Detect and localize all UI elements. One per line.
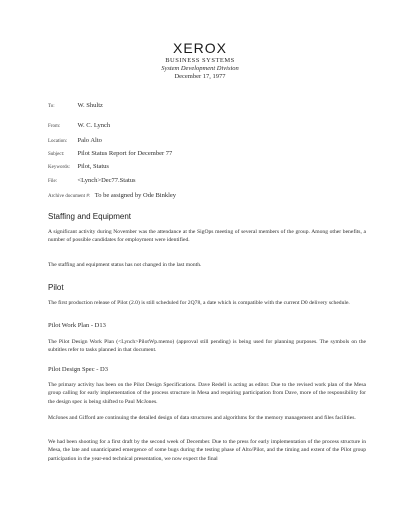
keywords-label: Keywords:	[48, 165, 70, 170]
design-spec-paragraph-3: We had been shooting for a first draft by the second week of December. Due to the press for early implementation of the process structure in Mesa, the late and unanticipated emergence of some bugs during the testing phase of Alto/Pilot, and the timing and extent of the Pilot group participation in the year-end technical presentation, we now expect the final	[48, 439, 366, 462]
location-label: Location:	[48, 139, 68, 144]
from-field	[48, 122, 110, 129]
to-field	[48, 102, 103, 109]
work-plan-paragraph: The Pilot Design Work Plan (<Lynch>PilotWp.memo) (approval still pending) is being used for planning purposes. The symbols on the subtitles refer to tasks planned in that document.	[48, 339, 366, 354]
to-value: W. Shultz	[77, 102, 103, 109]
xerox-logo: XEROX	[172, 40, 227, 56]
keywords-field	[48, 163, 109, 170]
subject-value: Pilot Status Report for December 77	[77, 150, 173, 157]
archive-label: Archive document #:	[48, 194, 91, 199]
staffing-paragraph-2: The staffing and equipment status has not changed in the last month.	[48, 262, 202, 268]
archive-value: To be assigned by Ode Binkley	[94, 192, 177, 199]
from-value: W. C. Lynch	[77, 122, 111, 129]
design-spec-heading: Pilot Design Spec - D3	[48, 366, 108, 373]
location-field	[48, 137, 102, 144]
to-label: To:	[48, 104, 55, 109]
design-spec-paragraph-2: McJones and Gifford are continuing the detailed design of data structures and algorithms for the memory management and files facilities.	[48, 415, 356, 421]
from-label: From:	[48, 124, 61, 129]
pilot-paragraph-1: The first production release of Pilot (2.0) is still scheduled for 2Q78, a date which is compatible with the current D0 delivery schedule.	[48, 300, 350, 306]
pilot-heading: Pilot	[48, 283, 64, 292]
staffing-heading: Staffing and Equipment	[48, 212, 132, 221]
division-line2: System Development Division	[161, 65, 239, 72]
subject-field	[48, 150, 172, 157]
memo-date: December 17, 1977	[174, 73, 226, 80]
file-field	[48, 177, 136, 184]
subject-label: Subject:	[48, 152, 65, 157]
keywords-value: Pilot, Status	[77, 163, 109, 170]
file-value: <Lynch>Dec77.Status	[77, 177, 136, 184]
archive-field	[48, 192, 176, 199]
staffing-paragraph-1: A significant activity during November was the attendance at the SigOps meeting of several members of the group. Among other benefits, a number of possible candidates for employment were identified.	[48, 229, 366, 244]
design-spec-paragraph-1: The primary activity has been on the Pilot Design Specifications. Dave Redell is acting as editor. Due to the revised work plan of the Mesa group calling for early implementation of the process structure in Mesa and requiring participation from Dave, more of the responsibility for the design spec is being shifted to Paul McJones.	[48, 382, 366, 405]
file-label: File:	[48, 179, 58, 184]
division-line1: BUSINESS SYSTEMS	[165, 57, 235, 64]
work-plan-heading: Pilot Work Plan - D13	[48, 322, 106, 329]
location-value: Palo Alto	[77, 137, 102, 144]
